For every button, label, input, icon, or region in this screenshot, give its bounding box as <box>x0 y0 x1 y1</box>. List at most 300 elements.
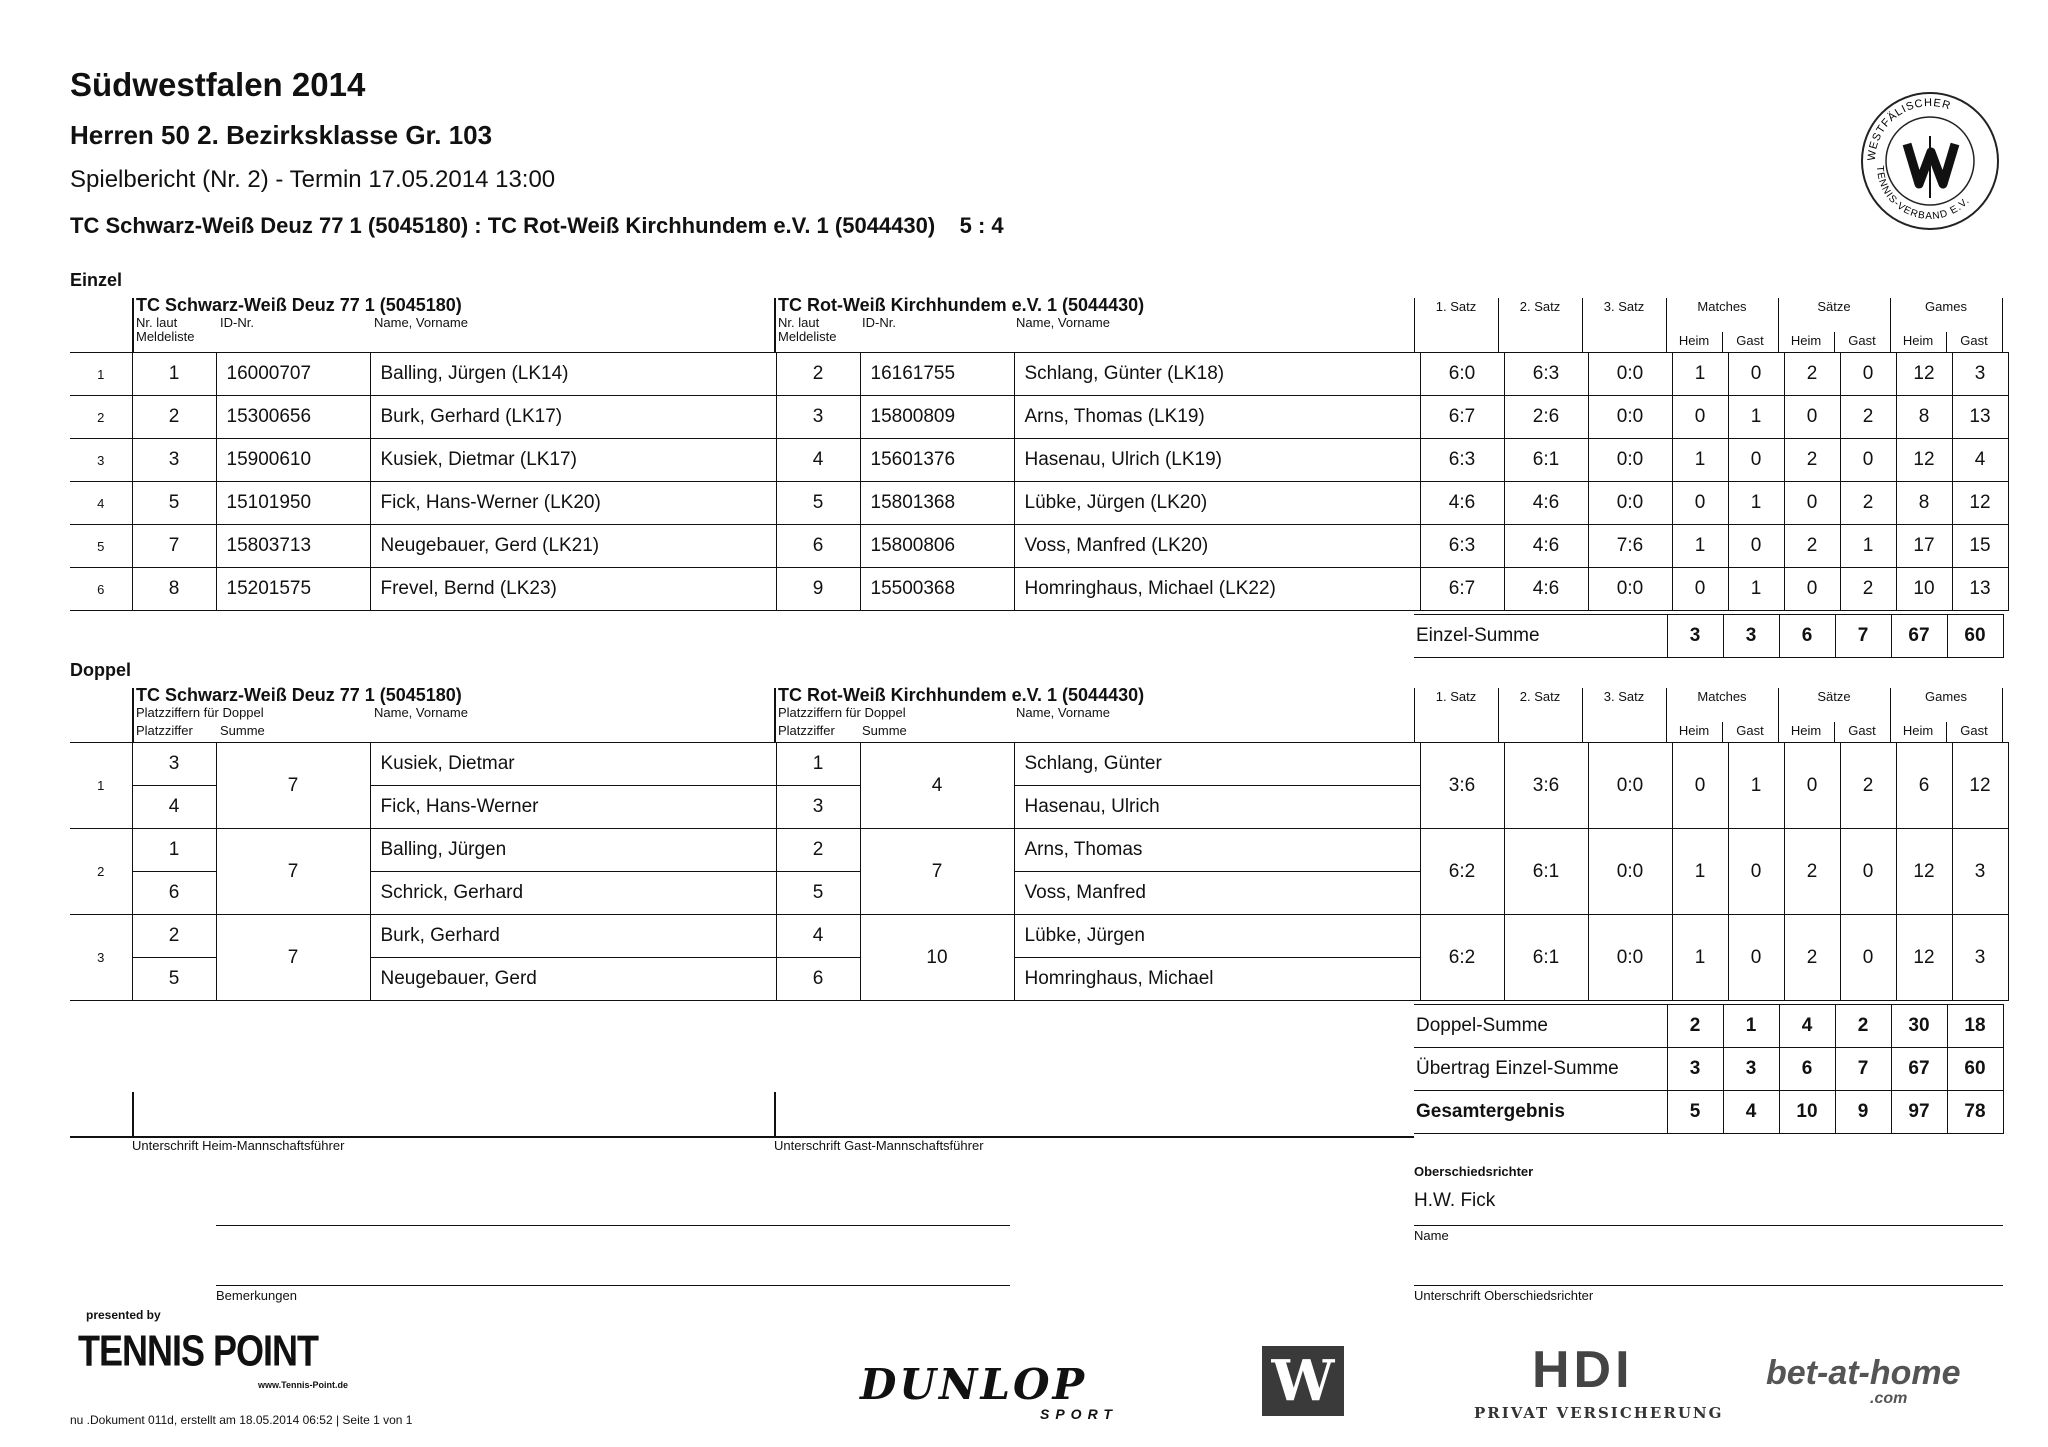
score-cell: 6:2 <box>1420 915 1504 1001</box>
doppel-summe-label: Doppel-Summe <box>1414 1005 1667 1048</box>
score-cell: 3 <box>1952 915 2008 1001</box>
doppel-summe-row <box>1414 1005 2003 1048</box>
cell: 67 <box>1891 1048 1947 1091</box>
set-header: 2. Satz <box>1519 689 1561 704</box>
score-cell: 0 <box>1840 829 1896 915</box>
divider <box>1498 298 1499 352</box>
sig-heim-label: Unterschrift Heim-Mannschaftsführer <box>132 1138 345 1153</box>
divider <box>1890 298 1891 352</box>
einzel-summe-label: Einzel-Summe <box>1414 615 1667 658</box>
name-label: Name <box>1414 1228 1449 1243</box>
home-player-name: Fick, Hans-Werner (LK20) <box>370 482 776 525</box>
score-cell: 2 <box>1784 439 1840 482</box>
singles-row <box>70 482 2008 525</box>
guest-player-name: Lübke, Jürgen <box>1014 915 1420 958</box>
col-platzziffern-guest: Platzziffern für Doppel <box>778 705 906 720</box>
home-player-name: Schrick, Gerhard <box>370 872 776 915</box>
doppel-section-label: Doppel <box>70 660 131 680</box>
divider <box>1582 688 1583 742</box>
einzel-summe-row <box>1414 615 2003 658</box>
score-cell: 2 <box>1784 915 1840 1001</box>
gast-header: Gast <box>1736 723 1764 738</box>
guest-summe: 4 <box>860 743 1014 829</box>
guest-player-name: Homringhaus, Michael <box>1014 958 1420 1001</box>
footer-info: nu .Dokument 011d, erstellt am 18.05.2014 06:52 | Seite 1 von 1 <box>70 1413 413 1427</box>
match-number: 1 <box>70 743 132 829</box>
score-cell: 0 <box>1672 482 1728 525</box>
score-cell: 0:0 <box>1588 396 1672 439</box>
score-cell: 2 <box>1840 568 1896 611</box>
guest-position: 2 <box>776 353 860 396</box>
set-header: 1. Satz <box>1435 689 1477 704</box>
score-cell: 1 <box>1672 915 1728 1001</box>
col-id-nr-guest: ID-Nr. <box>862 315 896 330</box>
score-cell: 4:6 <box>1504 525 1588 568</box>
score-cell: 2 <box>1840 396 1896 439</box>
home-position: 2 <box>132 396 216 439</box>
col-summe-guest: Summe <box>862 723 907 738</box>
score-cell: 7:6 <box>1588 525 1672 568</box>
score-cell: 4:6 <box>1504 568 1588 611</box>
cell: 7 <box>1835 1048 1891 1091</box>
guest-platzziffer: 5 <box>776 872 860 915</box>
score-cell: 3 <box>1952 829 2008 915</box>
heim-header: Heim <box>1678 723 1710 738</box>
score-cell: 2 <box>1784 525 1840 568</box>
score-cell: 13 <box>1952 568 2008 611</box>
match-result: TC Schwarz-Weiß Deuz 77 1 (5045180) : TC Rot-Weiß Kirchhundem e.V. 1 (5044430) 5 : 4 <box>70 213 1004 238</box>
name-line <box>1414 1225 2003 1226</box>
group-header: Games <box>1925 299 1967 314</box>
home-id: 15900610 <box>216 439 370 482</box>
home-platzziffer: 6 <box>132 872 216 915</box>
score-cell: 0 <box>1784 568 1840 611</box>
score-cell: 0 <box>1672 396 1728 439</box>
score-cell: 6:3 <box>1504 353 1588 396</box>
guest-platzziffer: 4 <box>776 915 860 958</box>
score-cell: 10 <box>1896 568 1952 611</box>
score-cell: 0 <box>1840 915 1896 1001</box>
svg-text:TENNIS-VERBAND E.V.: TENNIS-VERBAND E.V. <box>1873 165 1973 223</box>
singles-row <box>70 568 2008 611</box>
cell: 5 <box>1667 1091 1723 1134</box>
svg-text:WESTFÄLISCHER: WESTFÄLISCHER <box>1865 96 1953 162</box>
score-cell: 0 <box>1728 439 1784 482</box>
cell: 78 <box>1947 1091 2003 1134</box>
home-player-name: Frevel, Bernd (LK23) <box>370 568 776 611</box>
group-header: Matches <box>1697 299 1747 314</box>
guest-id: 15800809 <box>860 396 1014 439</box>
score-cell: 4 <box>1952 439 2008 482</box>
score-cell: 6:2 <box>1420 829 1504 915</box>
score-cell: 0:0 <box>1588 915 1672 1001</box>
guest-platzziffer: 3 <box>776 786 860 829</box>
gesamt-row <box>1414 1091 2003 1134</box>
home-team-header-doppel: TC Schwarz-Weiß Deuz 77 1 (5045180) <box>136 685 462 705</box>
guest-player-name: Homringhaus, Michael (LK22) <box>1014 568 1420 611</box>
gast-header: Gast <box>1736 333 1764 348</box>
score-cell: 6:0 <box>1420 353 1504 396</box>
col-platzziffern: Platzziffern für Doppel <box>136 705 264 720</box>
cell: 3 <box>1667 1048 1723 1091</box>
home-id: 16000707 <box>216 353 370 396</box>
gast-header: Gast <box>1848 723 1876 738</box>
match-number: 2 <box>70 396 132 439</box>
divider <box>1498 688 1499 742</box>
col-name-guest: Name, Vorname <box>1016 315 1110 330</box>
match-number: 3 <box>70 915 132 1001</box>
home-platzziffer: 4 <box>132 786 216 829</box>
sig-ober-line <box>1414 1285 2003 1286</box>
score-cell: 2 <box>1784 829 1840 915</box>
sum-games-heim: 67 <box>1891 615 1947 658</box>
divider <box>1946 722 1947 742</box>
home-player-name: Burk, Gerhard <box>370 915 776 958</box>
score-cell: 1 <box>1672 439 1728 482</box>
score-cell: 6:1 <box>1504 439 1588 482</box>
match-number: 4 <box>70 482 132 525</box>
col-platzziffer: Platzziffer <box>136 723 193 738</box>
sum-saetze-gast: 7 <box>1835 615 1891 658</box>
sum-matches-gast: 3 <box>1723 615 1779 658</box>
score-cell: 4:6 <box>1420 482 1504 525</box>
divider <box>1666 688 1667 742</box>
guest-platzziffer: 6 <box>776 958 860 1001</box>
cell: 18 <box>1947 1005 2003 1048</box>
guest-position: 4 <box>776 439 860 482</box>
betathome-logo: bet-at-home <box>1766 1354 1961 1392</box>
home-platzziffer: 3 <box>132 743 216 786</box>
guest-player-name: Voss, Manfred (LK20) <box>1014 525 1420 568</box>
home-player-name: Burk, Gerhard (LK17) <box>370 396 776 439</box>
score-cell: 13 <box>1952 396 2008 439</box>
group-header: Sätze <box>1817 299 1851 314</box>
score-cell: 12 <box>1952 482 2008 525</box>
score-cell: 2 <box>1840 482 1896 525</box>
score-cell: 3:6 <box>1504 743 1588 829</box>
score-cell: 12 <box>1896 439 1952 482</box>
score-cell: 0:0 <box>1588 482 1672 525</box>
guest-position: 5 <box>776 482 860 525</box>
col-platzziffer-guest: Platzziffer <box>778 723 835 738</box>
score-cell: 0 <box>1784 396 1840 439</box>
score-cell: 6:3 <box>1420 525 1504 568</box>
score-cell: 1 <box>1672 829 1728 915</box>
gesamt-label: Gesamtergebnis <box>1414 1091 1667 1134</box>
set-header: 1. Satz <box>1435 299 1477 314</box>
set-header: 3. Satz <box>1603 689 1645 704</box>
remark-line <box>216 1285 1010 1286</box>
heim-header: Heim <box>1790 333 1822 348</box>
score-cell: 15 <box>1952 525 2008 568</box>
score-cell: 0:0 <box>1588 439 1672 482</box>
cell: 1 <box>1723 1005 1779 1048</box>
score-cell: 12 <box>1896 915 1952 1001</box>
dunlop-sport: SPORT <box>1040 1406 1118 1422</box>
guest-player-name: Voss, Manfred <box>1014 872 1420 915</box>
guest-summe: 10 <box>860 915 1014 1001</box>
home-summe: 7 <box>216 829 370 915</box>
col-name-doppel: Name, Vorname <box>374 705 468 720</box>
divider <box>2002 298 2003 352</box>
score-cell: 6:7 <box>1420 396 1504 439</box>
heim-header: Heim <box>1902 333 1934 348</box>
group-header: Games <box>1925 689 1967 704</box>
singles-row <box>70 439 2008 482</box>
sum-games-gast: 60 <box>1947 615 2003 658</box>
score-cell: 1 <box>1728 568 1784 611</box>
schiedsrichter-name: H.W. Fick <box>1414 1190 1496 1211</box>
doubles-row <box>70 915 2008 958</box>
page-title: Südwestfalen 2014 <box>70 66 366 103</box>
cell: 30 <box>1891 1005 1947 1048</box>
home-summe: 7 <box>216 915 370 1001</box>
guest-player-name: Schlang, Günter <box>1014 743 1420 786</box>
doubles-table <box>70 742 2009 1001</box>
score-cell: 8 <box>1896 482 1952 525</box>
score-cell: 1 <box>1672 525 1728 568</box>
col-summe: Summe <box>220 723 265 738</box>
tennis-point-url: www.Tennis-Point.de <box>258 1380 348 1390</box>
doubles-row <box>70 829 2008 872</box>
singles-row <box>70 353 2008 396</box>
gast-header: Gast <box>1960 333 1988 348</box>
home-player-name: Balling, Jürgen <box>370 829 776 872</box>
remark-line <box>216 1225 1010 1226</box>
sum-saetze-heim: 6 <box>1779 615 1835 658</box>
guest-id: 15801368 <box>860 482 1014 525</box>
gast-header: Gast <box>1960 723 1988 738</box>
presented-by: presented by <box>86 1308 161 1322</box>
doubles-row <box>70 743 2008 786</box>
guest-player-name: Hasenau, Ulrich (LK19) <box>1014 439 1420 482</box>
einzel-summe-table <box>1414 614 2004 658</box>
cell: 2 <box>1835 1005 1891 1048</box>
wtv-seal-logo <box>1855 86 2005 236</box>
guest-id: 15800806 <box>860 525 1014 568</box>
guest-team-header-doppel: TC Rot-Weiß Kirchhundem e.V. 1 (5044430) <box>778 685 1145 705</box>
hdi-subtitle: PRIVAT VERSICHERUNG <box>1474 1404 1724 1422</box>
home-id: 15101950 <box>216 482 370 525</box>
oberschiedsrichter-label: Oberschiedsrichter <box>1414 1164 1534 1179</box>
score-cell: 6:7 <box>1420 568 1504 611</box>
divider <box>132 688 134 742</box>
guest-id: 15500368 <box>860 568 1014 611</box>
score-cell: 12 <box>1952 743 2008 829</box>
guest-team-header: TC Rot-Weiß Kirchhundem e.V. 1 (5044430) <box>778 295 1145 315</box>
cell: 10 <box>1779 1091 1835 1134</box>
home-platzziffer: 1 <box>132 829 216 872</box>
home-team-header: TC Schwarz-Weiß Deuz 77 1 (5045180) <box>136 295 462 315</box>
uebertrag-row <box>1414 1048 2003 1091</box>
heim-header: Heim <box>1790 723 1822 738</box>
set-header: 3. Satz <box>1603 299 1645 314</box>
col-nr-laut: Nr. laut Meldeliste <box>136 315 195 344</box>
uebertrag-label: Übertrag Einzel-Summe <box>1414 1048 1667 1091</box>
score-cell: 1 <box>1728 482 1784 525</box>
guest-position: 9 <box>776 568 860 611</box>
score-cell: 1 <box>1672 353 1728 396</box>
home-position: 7 <box>132 525 216 568</box>
score-cell: 6 <box>1896 743 1952 829</box>
home-player-name: Balling, Jürgen (LK14) <box>370 353 776 396</box>
home-id: 15201575 <box>216 568 370 611</box>
divider <box>1582 298 1583 352</box>
guest-id: 15601376 <box>860 439 1014 482</box>
divider <box>132 1092 134 1136</box>
col-nr-laut-guest: Nr. laut Meldeliste <box>778 315 837 344</box>
summary-table <box>1414 1004 2004 1134</box>
score-cell: 0:0 <box>1588 568 1672 611</box>
score-cell: 0 <box>1840 439 1896 482</box>
score-cell: 12 <box>1896 829 1952 915</box>
divider <box>1722 332 1723 352</box>
einzel-section-label: Einzel <box>70 270 123 290</box>
hdi-logo: HDI <box>1532 1341 1634 1399</box>
sum-matches-heim: 3 <box>1667 615 1723 658</box>
home-position: 8 <box>132 568 216 611</box>
score-cell: 4:6 <box>1504 482 1588 525</box>
home-position: 3 <box>132 439 216 482</box>
divider <box>1834 332 1835 352</box>
score-cell: 1 <box>1840 525 1896 568</box>
divider <box>774 1092 776 1136</box>
score-cell: 1 <box>1728 396 1784 439</box>
home-platzziffer: 5 <box>132 958 216 1001</box>
guest-position: 3 <box>776 396 860 439</box>
home-platzziffer: 2 <box>132 915 216 958</box>
score-cell: 0 <box>1672 568 1728 611</box>
match-number: 1 <box>70 353 132 396</box>
singles-table <box>70 352 2009 611</box>
home-summe: 7 <box>216 743 370 829</box>
match-number: 6 <box>70 568 132 611</box>
score-cell: 1 <box>1728 743 1784 829</box>
guest-id: 16161755 <box>860 353 1014 396</box>
divider <box>1890 688 1891 742</box>
score-cell: 6:1 <box>1504 915 1588 1001</box>
tennis-point-logo: TENNIS POINT <box>78 1326 319 1376</box>
divider <box>1414 298 1415 352</box>
score-cell: 0 <box>1728 915 1784 1001</box>
cell: 60 <box>1947 1048 2003 1091</box>
heim-header: Heim <box>1902 723 1934 738</box>
guest-platzziffer: 2 <box>776 829 860 872</box>
home-player-name: Neugebauer, Gerd <box>370 958 776 1001</box>
sig-ober-label: Unterschrift Oberschiedsrichter <box>1414 1288 1594 1303</box>
set-header: 2. Satz <box>1519 299 1561 314</box>
home-player-name: Fick, Hans-Werner <box>370 786 776 829</box>
score-cell: 0:0 <box>1588 829 1672 915</box>
score-cell: 6:3 <box>1420 439 1504 482</box>
score-cell: 0 <box>1784 743 1840 829</box>
cell: 2 <box>1667 1005 1723 1048</box>
bemerkungen-label: Bemerkungen <box>216 1288 297 1303</box>
divider <box>2002 688 2003 742</box>
guest-player-name: Schlang, Günter (LK18) <box>1014 353 1420 396</box>
divider <box>1778 688 1779 742</box>
league-title: Herren 50 2. Bezirksklasse Gr. 103 <box>70 120 493 150</box>
guest-player-name: Arns, Thomas <box>1014 829 1420 872</box>
score-cell: 0:0 <box>1588 743 1672 829</box>
score-cell: 0 <box>1728 353 1784 396</box>
score-cell: 0 <box>1784 482 1840 525</box>
divider <box>1722 722 1723 742</box>
score-cell: 0:0 <box>1588 353 1672 396</box>
heim-header: Heim <box>1678 333 1710 348</box>
cell: 4 <box>1723 1091 1779 1134</box>
cell: 4 <box>1779 1005 1835 1048</box>
wilson-logo: W <box>1262 1346 1344 1416</box>
home-player-name: Neugebauer, Gerd (LK21) <box>370 525 776 568</box>
dunlop-logo: DUNLOP <box>860 1360 1088 1409</box>
match-number: 5 <box>70 525 132 568</box>
guest-platzziffer: 1 <box>776 743 860 786</box>
guest-player-name: Hasenau, Ulrich <box>1014 786 1420 829</box>
divider <box>774 688 776 742</box>
score-cell: 3 <box>1952 353 2008 396</box>
score-cell: 17 <box>1896 525 1952 568</box>
score-cell: 2 <box>1784 353 1840 396</box>
guest-player-name: Arns, Thomas (LK19) <box>1014 396 1420 439</box>
score-cell: 0 <box>1672 743 1728 829</box>
guest-position: 6 <box>776 525 860 568</box>
score-cell: 6:1 <box>1504 829 1588 915</box>
score-cell: 8 <box>1896 396 1952 439</box>
divider <box>1778 298 1779 352</box>
home-position: 1 <box>132 353 216 396</box>
gast-header: Gast <box>1848 333 1876 348</box>
score-cell: 0 <box>1728 829 1784 915</box>
cell: 3 <box>1723 1048 1779 1091</box>
home-player-name: Kusiek, Dietmar (LK17) <box>370 439 776 482</box>
score-cell: 0 <box>1728 525 1784 568</box>
betathome-com: .com <box>1870 1390 1908 1407</box>
home-id: 15803713 <box>216 525 370 568</box>
report-info: Spielbericht (Nr. 2) - Termin 17.05.2014 13:00 <box>70 166 556 193</box>
divider <box>1834 722 1835 742</box>
divider <box>1666 298 1667 352</box>
group-header: Sätze <box>1817 689 1851 704</box>
score-cell: 0 <box>1840 353 1896 396</box>
guest-summe: 7 <box>860 829 1014 915</box>
home-position: 5 <box>132 482 216 525</box>
score-cell: 12 <box>1896 353 1952 396</box>
cell: 97 <box>1891 1091 1947 1134</box>
cell: 6 <box>1779 1048 1835 1091</box>
match-number: 2 <box>70 829 132 915</box>
divider <box>774 298 776 352</box>
singles-row <box>70 525 2008 568</box>
singles-row <box>70 396 2008 439</box>
divider <box>1414 688 1415 742</box>
score-cell: 2:6 <box>1504 396 1588 439</box>
col-name: Name, Vorname <box>374 315 468 330</box>
home-player-name: Kusiek, Dietmar <box>370 743 776 786</box>
divider <box>132 298 134 352</box>
sig-gast-label: Unterschrift Gast-Mannschaftsführer <box>774 1138 984 1153</box>
cell: 9 <box>1835 1091 1891 1134</box>
guest-player-name: Lübke, Jürgen (LK20) <box>1014 482 1420 525</box>
col-name-doppel-guest: Name, Vorname <box>1016 705 1110 720</box>
group-header: Matches <box>1697 689 1747 704</box>
col-id-nr: ID-Nr. <box>220 315 254 330</box>
score-cell: 2 <box>1840 743 1896 829</box>
home-id: 15300656 <box>216 396 370 439</box>
match-number: 3 <box>70 439 132 482</box>
score-cell: 3:6 <box>1420 743 1504 829</box>
divider <box>1946 332 1947 352</box>
